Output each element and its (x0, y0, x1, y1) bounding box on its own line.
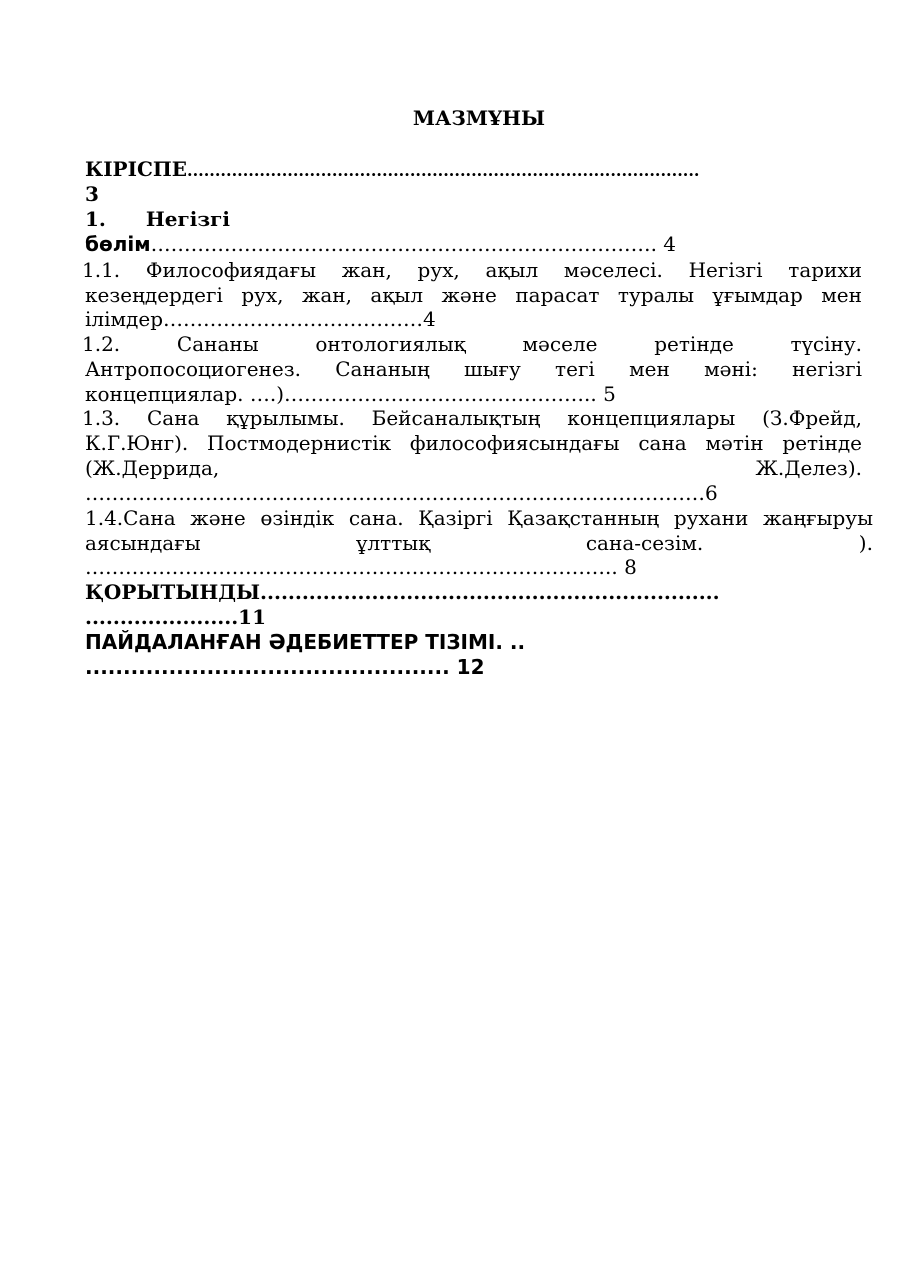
toc-references-line2: ................................................ 12 (85, 655, 485, 679)
toc-word: рухани (673, 506, 749, 530)
toc-word: және (190, 506, 246, 530)
toc-1-3-line4: …………………………………………………………………………………6 (85, 481, 718, 505)
toc-word: ретінде (654, 332, 734, 356)
toc-word: құрылымы. (226, 406, 345, 430)
toc-word: рух, (417, 258, 460, 282)
toc-word: сана. (348, 506, 404, 530)
toc-word: Қазіргі (418, 506, 493, 530)
toc-word: (З.Фрейд, (762, 406, 862, 430)
page-title: МАЗМҰНЫ (412, 106, 546, 130)
toc-word: Антропосоциогенез. (85, 357, 301, 381)
toc-word: мен (629, 357, 670, 381)
toc-word: мен (821, 283, 862, 307)
toc-conclusion-line2: ......................11 (85, 605, 267, 629)
toc-word: Сананың (335, 357, 430, 381)
toc-word: Бейсаналықтың (371, 406, 541, 430)
toc-1-2-num: 1.2. (82, 332, 121, 356)
toc-word: сана (638, 431, 687, 455)
toc-word: 1.4.Сана (85, 506, 176, 530)
toc-word: ретінде (782, 431, 862, 455)
toc-word: концепциялары (567, 406, 736, 430)
toc-part1-dots: …………………………………………………………………. 4 (150, 232, 677, 256)
toc-references-line1[interactable]: ПАЙДАЛАНҒАН ӘДЕБИЕТТЕР ТІЗІМІ. .. (85, 630, 526, 654)
toc-word: тарихи (788, 258, 862, 282)
toc-word: жан, (301, 283, 352, 307)
toc-word: шығу (464, 357, 521, 381)
toc-1-2-line3: концепциялар. ….)……………………………………….. 5 (85, 382, 616, 406)
toc-1-3-line3 (85, 456, 862, 480)
toc-part1-word: Негізгі (145, 207, 230, 231)
toc-word: сана-сезім. (585, 531, 704, 555)
toc-1-3-line1[interactable] (82, 406, 862, 430)
toc-word: онтологиялық (315, 332, 466, 356)
toc-word: кезеңдердегі (85, 283, 223, 307)
toc-part1-num: 1. (85, 207, 106, 231)
toc-1-4-line2 (85, 531, 873, 555)
toc-intro-dots: ............................................................................................ (187, 161, 700, 180)
toc-word: жан, (341, 258, 392, 282)
toc-1-4-line3: …………………………………………………………………….. 8 (85, 555, 637, 579)
toc-word: ). (858, 531, 873, 555)
toc-conclusion-line1[interactable]: ҚОРЫТЫНДЫ.................................................................. (85, 580, 720, 604)
toc-word: философиясындағы (409, 431, 620, 455)
toc-word: ұлттық (356, 531, 431, 555)
toc-word: ақыл (370, 283, 424, 307)
toc-word: негізгі (792, 357, 862, 381)
toc-word: және (441, 283, 497, 307)
toc-word: мәні: (704, 357, 758, 381)
toc-word: Философиядағы (145, 258, 317, 282)
toc-word: мәселе (522, 332, 598, 356)
toc-word: өзіндік (260, 506, 335, 530)
toc-word: ұғымдар (712, 283, 803, 307)
toc-word: рух, (241, 283, 284, 307)
toc-word: Постмодернистік (207, 431, 392, 455)
toc-word: К.Г.Юнг). (85, 431, 189, 455)
toc-word: Негізгі (688, 258, 763, 282)
toc-1-4-line1[interactable] (85, 506, 873, 530)
toc-word: мәтін (705, 431, 764, 455)
toc-intro-line[interactable] (85, 157, 699, 183)
toc-1-3-line2 (85, 431, 862, 455)
toc-word: ақыл (485, 258, 539, 282)
toc-part1-line[interactable] (85, 232, 676, 257)
toc-word: парасат (515, 283, 600, 307)
toc-intro-page: 3 (85, 182, 99, 206)
toc-1-1-line3: ілімдер…………………………………4 (85, 307, 436, 331)
toc-part1-heading[interactable] (85, 207, 230, 231)
toc-word: Ж.Делез). (755, 456, 862, 480)
toc-word: түсіну. (790, 332, 862, 356)
toc-word: аясындағы (85, 531, 201, 555)
toc-1-3-num: 1.3. (82, 406, 121, 430)
toc-1-2-line1[interactable] (82, 332, 862, 356)
toc-1-1-num: 1.1. (82, 258, 121, 282)
toc-word: жаңғыруы (762, 506, 873, 530)
toc-word: Қазақстанның (507, 506, 660, 530)
toc-word: туралы (617, 283, 695, 307)
toc-1-1-line1[interactable] (82, 258, 862, 282)
toc-word: Сананы (176, 332, 259, 356)
toc-1-1-line2 (85, 283, 862, 307)
toc-word: (Ж.Деррида, (85, 456, 220, 480)
toc-word: Сана (146, 406, 200, 430)
toc-word: мәселесі. (563, 258, 663, 282)
toc-intro-label: КІРІСПЕ (85, 157, 187, 181)
toc-word: тегі (555, 357, 595, 381)
toc-1-2-line2 (85, 357, 862, 381)
toc-part1-word2: бөлім (85, 232, 151, 256)
